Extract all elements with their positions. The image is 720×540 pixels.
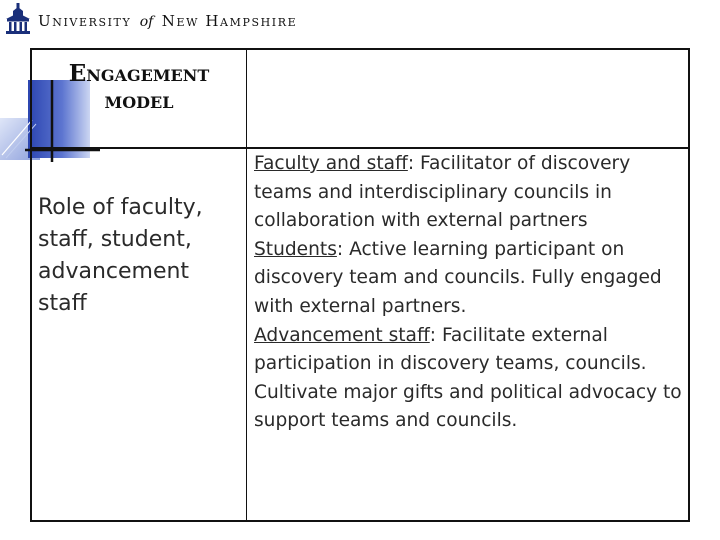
table-title <box>32 60 246 114</box>
entry-text: : Facilitate external participation in discovery teams, councils. Cultivate major gifts and political advocacy to support teams and councils. <box>254 324 682 432</box>
table-column-divider <box>246 50 247 520</box>
entry-text: : Facilitator of discovery teams and interdisciplinary councils in collaboration with external partners <box>254 153 631 232</box>
detail-cell <box>254 150 684 436</box>
entry-term: Faculty and staff <box>254 153 408 174</box>
entry-faculty-staff <box>254 150 684 236</box>
table-row-divider <box>32 147 688 149</box>
title-line-2: model <box>104 87 174 114</box>
title-line-1: Engagement <box>68 60 210 87</box>
engagement-table <box>30 48 690 522</box>
entry-students <box>254 236 684 322</box>
entry-text: : Active learning participant on discovery team and councils. Fully engaged with external partners. <box>254 238 662 317</box>
university-name: University of New Hampshire <box>38 12 298 30</box>
role-cell: Role of faculty, staff, student, advancement staff <box>38 195 203 316</box>
header <box>0 0 720 44</box>
entry-term: Advancement staff <box>254 324 430 346</box>
entry-advancement-staff <box>254 322 684 436</box>
university-building-icon <box>4 3 32 35</box>
entry-term: Students <box>254 238 337 260</box>
